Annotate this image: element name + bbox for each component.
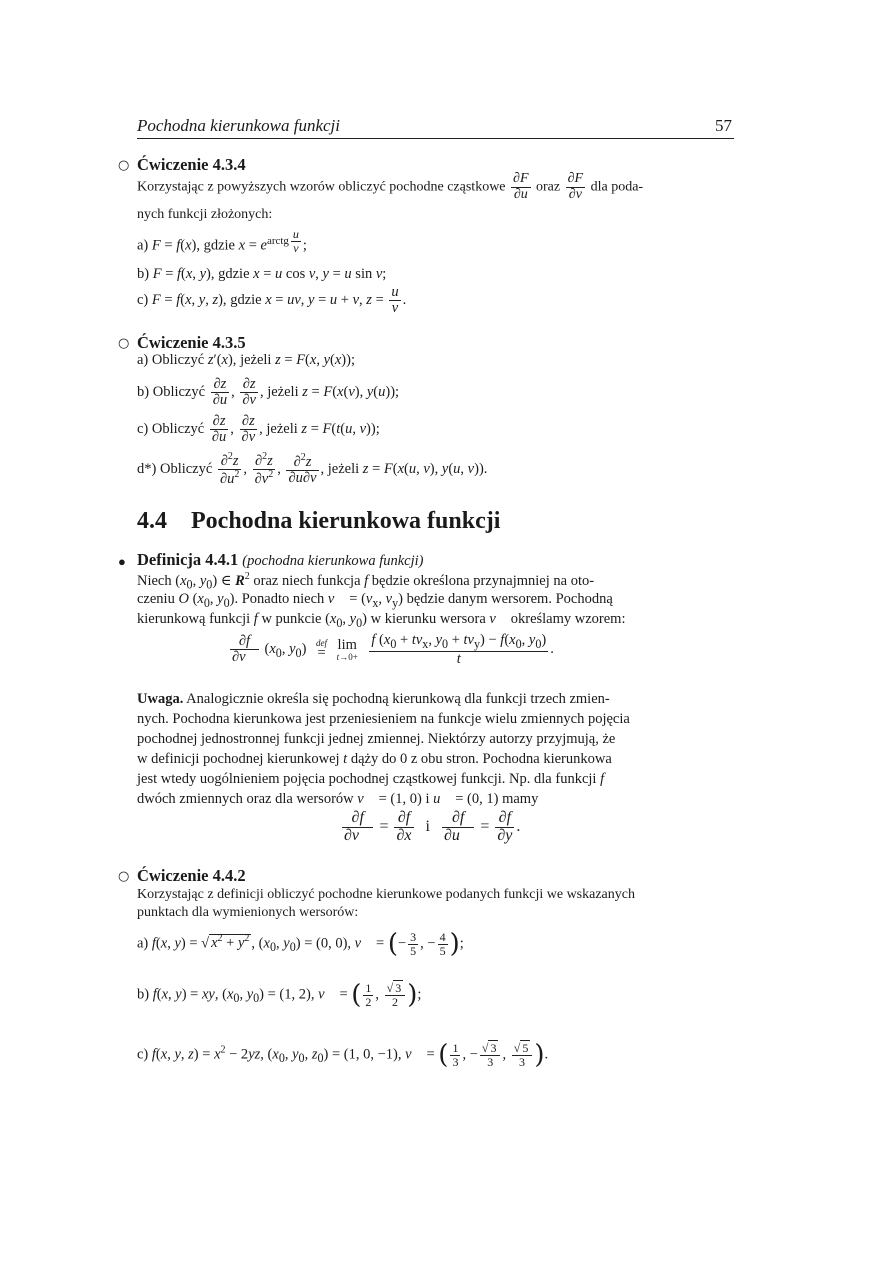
ex434-item-c: c) F = f(x, y, z), gdzie x = uv, y = u + v, z = $\frac{u}{v}$ . xyxy=(137,284,407,317)
remark-formula: $\frac{\partial f}{\partial v⃗}$ = $\frac{\partial f}{\partial x}$ i $\frac{\partial f}{\partial u⃗}$ = $\frac{\partial f}{\partial y}$ . xyxy=(344,809,521,844)
partial-fraction: $\frac{\partial F}{\partial v}$ xyxy=(567,171,584,202)
exercise-intro: Korzystając z definicji obliczyć pochodne kierunkowe podanych funkcji we wskazanych xyxy=(137,887,635,902)
exercise-title: Ćwiczenie 4.3.5 xyxy=(137,333,246,352)
remark-line-1: Uwaga. Analogicznie określa się pochodną kierunkową dla funkcji trzech zmien- xyxy=(137,691,610,707)
intro-text-line2: nych funkcji złożonych: xyxy=(137,207,273,222)
remark-line-4: w definicji pochodnej kierunkowej t dąży do 0 z obu stron. Pochodna kierunkowa xyxy=(137,751,612,767)
definition-line-3: kierunkową funkcji f w punkcie ($x_0$, $y_0$) w kierunku wersora v⃗ określamy wzorem: xyxy=(137,611,626,630)
definition-subtitle: (pochodna kierunkowa funkcji) xyxy=(242,553,424,569)
intro-text: Korzystając z powyższych wzorów obliczyć pochodne cząstkowe xyxy=(137,179,506,195)
page-number: 57 xyxy=(715,116,732,135)
ex442-item-c: c) f(x, y, $z) = x^2 - 2yz$, ($x_0$, $y_0$, $z_0) = (1$, 0, −1), v⃗ = ( $\frac{1}{3}$ , − $\frac{√ 3}{3}$ , $\frac{√ 5}{3}$ ). xyxy=(137,1040,549,1070)
definition-title: Definicja 4.4.1 (pochodna kierunkowa funkcji) xyxy=(137,550,424,569)
open-circle-bullet-icon: ○ xyxy=(118,158,130,173)
filled-circle-bullet-icon: ● xyxy=(118,554,126,569)
remark-line-3: pochodnej jednostronnej funkcji jednej zmiennej. Niektórzy autorzy przyjmują, że xyxy=(137,731,616,747)
oraz-text: oraz xyxy=(536,179,561,195)
definition-line-1: Niech ($x_0$, $y_0$) ∈ $R^2$ oraz niech funkcja f będzie określona przynajmniej na oto- xyxy=(137,571,595,592)
ex435-item-c: c) Obliczyć $\frac{\partial z}{\partial u}$ , $\frac{\partial z}{\partial v}$ , jeżeli z = F(t(u, v)); xyxy=(137,413,380,446)
definition-formula: $\frac{\partial f}{\partial v⃗}$ ($x_0$, $y_0$) def = lim t→0+ $\frac{f (x_0 + tv_x, y_0 + tv_y) - f(x_0, y_0)}{t}$ . xyxy=(232,632,554,667)
ex442-item-a: a) f(x, y) = √ $x^2 + y^2$ , ($x_0$, $y_0) = (0$, 0), v⃗ = (− $\frac{3}{5}$ , − $\frac{4}{5}$ ); xyxy=(137,929,464,959)
remark-line-2: nych. Pochodna kierunkowa jest przeniesieniem na funkcje wielu zmiennych pojęcia xyxy=(137,711,630,727)
section-heading: 4.4 Pochodna kierunkowa funkcji xyxy=(137,508,501,534)
ex435-item-b: b) Obliczyć $\frac{\partial z}{\partial u}$ , $\frac{\partial z}{\partial v}$ , jeżeli z = F(x(v), y(u)); xyxy=(137,376,400,409)
intro-text-cont: dla poda- xyxy=(590,179,644,195)
exercise-title: Ćwiczenie 4.4.2 xyxy=(137,866,246,885)
exercise-intro xyxy=(137,172,643,202)
ex434-item-b: b) F = f(x, y), gdzie x = u cos v, y = u sin v; xyxy=(137,266,387,282)
ex442-item-b: b) f(x, y) = xy, ($x_0$, $y_0) = (1$, 2), v⃗ = ( $\frac{1}{2}$ , $\frac{√ 3}{2}$ ); xyxy=(137,980,422,1010)
exercise-title: Ćwiczenie 4.3.4 xyxy=(137,155,246,174)
open-circle-bullet-icon: ○ xyxy=(118,869,130,884)
open-circle-bullet-icon: ○ xyxy=(118,336,130,351)
remark-line-6: dwóch zmiennych oraz dla wersorów v⃗ = (1, 0) i u⃗ = (0, 1) mamy xyxy=(137,791,539,807)
header-title: Pochodna kierunkowa funkcji xyxy=(137,116,341,135)
ex435-item-d: d*) Obliczyć $\frac{\partial^2z}{\partial u^2}$ , $\frac{\partial^2z}{\partial v^2}$ , $\frac{\partial^2z}{\partial u\partial v}$ , jeżeli z = F(x(u, v), y(u, v)). xyxy=(137,451,488,487)
ex435-item-a: a) Obliczyć z′(x), jeżeli z = F(x, y(x)); xyxy=(137,352,355,368)
ex434-item-a: a) F = f(x), gdzie $x = e^{arctg \frac{u}{v}}$ ; xyxy=(137,227,307,255)
definition-line-2: czeniu O ($x_0$, $y_0$). Ponadto niech v⃗ = ($v_x$, $v_y$) będzie danym wersorem. Pochodną xyxy=(137,591,613,610)
remark-label: Uwaga. xyxy=(137,691,184,707)
running-header xyxy=(137,116,734,139)
exercise-intro-line2: punktach dla wymienionych wersorów: xyxy=(137,905,359,920)
partial-fraction: $\frac{\partial F}{\partial u}$ xyxy=(513,171,529,202)
remark-line-5: jest wtedy uogólnieniem pojęcia pochodnej cząstkowej funkcji. Np. dla funkcji f xyxy=(137,771,605,787)
